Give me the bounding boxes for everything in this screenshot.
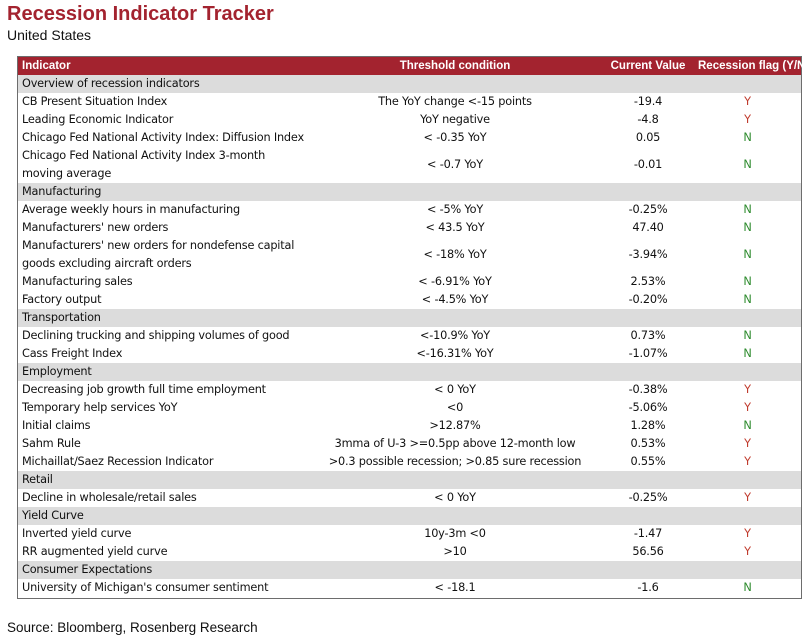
recession-flag-cell: Y [744, 455, 751, 468]
indicator-cell: Manufacturing sales [22, 275, 133, 288]
header-indicator: Indicator [18, 57, 308, 75]
indicator-cell: University of Michigan's consumer sentiment [22, 581, 269, 594]
current-value-cell: 47.40 [632, 221, 664, 234]
header-recession-flag: Recession flag (Y/N) [694, 57, 801, 75]
table-body [18, 75, 801, 597]
indicator-table [18, 57, 810, 597]
recession-flag-cell: N [743, 347, 752, 360]
table-row [18, 147, 801, 183]
indicator-cell: Manufacturers' new orders [22, 221, 169, 234]
threshold-cell: <-10.9% YoY [419, 329, 491, 342]
section-title: Employment [18, 363, 801, 381]
threshold-cell: 10y-3m <0 [424, 527, 486, 540]
page-subtitle: United States [7, 27, 92, 43]
indicator-table-container [17, 56, 810, 599]
indicator-cell: Average weekly hours in manufacturing [22, 203, 240, 216]
section-row [18, 183, 801, 201]
table-row [18, 453, 801, 471]
threshold-cell: >12.87% [429, 419, 481, 432]
recession-flag-cell: Y [744, 527, 751, 540]
threshold-cell: < -0.35 YoY [423, 131, 487, 144]
indicator-cell: Leading Economic Indicator [22, 113, 174, 126]
section-row [18, 507, 801, 525]
indicator-cell: Inverted yield curve [22, 527, 132, 540]
header-current-value: Current Value [602, 57, 694, 75]
recession-flag-cell: N [743, 203, 752, 216]
table-row [18, 237, 801, 273]
table-row [18, 381, 801, 399]
threshold-cell: < -5% YoY [426, 203, 484, 216]
table-header [18, 57, 810, 75]
section-title: Consumer Expectations [18, 561, 801, 579]
recession-flag-cell: Y [744, 383, 751, 396]
recession-flag-cell: N [743, 275, 752, 288]
current-value-cell: 0.53% [630, 437, 666, 450]
threshold-cell: < 0 YoY [434, 491, 476, 504]
indicator-cell: Declining trucking and shipping volumes of good [22, 329, 290, 342]
current-value-cell: -4.8 [637, 113, 659, 126]
section-row [18, 363, 801, 381]
threshold-cell: 3mma of U-3 >=0.5pp above 12-month low [334, 437, 576, 450]
indicator-cell: Initial claims [22, 419, 91, 432]
table-row [18, 435, 801, 453]
recession-flag-cell: Y [744, 491, 751, 504]
threshold-cell: < 0 YoY [434, 383, 476, 396]
table-row [18, 219, 801, 237]
threshold-cell: < -4.5% YoY [421, 293, 489, 306]
current-value-cell: 0.05 [635, 131, 661, 144]
threshold-cell: >10 [443, 545, 467, 558]
table-row [18, 129, 801, 147]
section-row [18, 561, 801, 579]
threshold-cell: < -0.7 YoY [427, 158, 483, 171]
table-row [18, 111, 801, 129]
table-row [18, 543, 801, 561]
table-row [18, 489, 801, 507]
current-value-cell: -0.20% [628, 293, 668, 306]
table-row [18, 327, 801, 345]
current-value-cell: -3.94% [628, 248, 668, 261]
section-title: Yield Curve [18, 507, 801, 525]
section-row [18, 471, 801, 489]
indicator-cell: Decreasing job growth full time employment [22, 383, 266, 396]
indicator-cell: RR augmented yield curve [22, 545, 168, 558]
indicator-cell: Chicago Fed National Activity Index: Diffusion Index [22, 131, 304, 144]
indicator-cell: Cass Freight Index [22, 347, 123, 360]
source-note: Source: Bloomberg, Rosenberg Research [7, 620, 258, 635]
indicator-cell: Sahm Rule [22, 437, 81, 450]
recession-flag-cell: Y [744, 113, 751, 126]
threshold-cell: < -18.1 [434, 581, 476, 594]
threshold-cell: >0.3 possible recession; >0.85 sure recession [328, 455, 582, 468]
current-value-cell: -5.06% [628, 401, 668, 414]
current-value-cell: 1.28% [630, 419, 666, 432]
threshold-cell: < -18% YoY [423, 248, 487, 261]
section-title: Retail [18, 471, 801, 489]
table-row [18, 273, 801, 291]
threshold-cell: < 43.5 YoY [425, 221, 485, 234]
threshold-cell: The YoY change <-15 points [378, 95, 532, 108]
recession-flag-cell: Y [744, 545, 751, 558]
recession-flag-cell: N [743, 419, 752, 432]
section-row [18, 75, 801, 93]
section-title: Transportation [18, 309, 801, 327]
recession-flag-cell: Y [744, 437, 751, 450]
current-value-cell: 56.56 [632, 545, 664, 558]
recession-flag-cell: Y [744, 401, 751, 414]
recession-flag-cell: N [743, 248, 752, 261]
current-value-cell: -0.01 [633, 158, 663, 171]
indicator-cell: CB Present Situation Index [22, 95, 168, 108]
indicator-cell: Michaillat/Saez Recession Indicator [22, 455, 214, 468]
threshold-cell: YoY negative [420, 113, 490, 126]
recession-flag-cell: N [743, 329, 752, 342]
current-value-cell: -0.25% [628, 203, 668, 216]
section-title: Overview of recession indicators [18, 75, 801, 93]
table-row [18, 417, 801, 435]
current-value-cell: -0.25% [628, 491, 668, 504]
threshold-cell: <-16.31% YoY [416, 347, 494, 360]
current-value-cell: 2.53% [630, 275, 666, 288]
recession-flag-cell: N [743, 221, 752, 234]
indicator-cell: Decline in wholesale/retail sales [22, 491, 197, 504]
section-title: Manufacturing [18, 183, 801, 201]
table-row [18, 201, 801, 219]
current-value-cell: -1.6 [637, 581, 659, 594]
current-value-cell: -19.4 [633, 95, 663, 108]
current-value-cell: -1.47 [633, 527, 663, 540]
section-row [18, 309, 801, 327]
threshold-cell: < -6.91% YoY [418, 275, 492, 288]
table-row [18, 399, 801, 417]
table-row [18, 525, 801, 543]
recession-flag-cell: N [743, 131, 752, 144]
current-value-cell: 0.73% [630, 329, 666, 342]
table-row [18, 579, 801, 597]
header-row [18, 57, 801, 75]
table-row [18, 291, 801, 309]
recession-flag-cell: Y [744, 95, 751, 108]
recession-flag-cell: N [743, 581, 752, 594]
table-row [18, 345, 801, 363]
recession-flag-cell: N [743, 158, 752, 171]
current-value-cell: -0.38% [628, 383, 668, 396]
threshold-cell: <0 [446, 401, 464, 414]
current-value-cell: -1.07% [628, 347, 668, 360]
indicator-cell: Manufacturers' new orders for nondefense capital goods excluding aircraft orders [22, 239, 295, 270]
header-threshold: Threshold condition [308, 57, 602, 75]
page-title: Recession Indicator Tracker [7, 3, 274, 25]
recession-flag-cell: N [743, 293, 752, 306]
table-row [18, 93, 801, 111]
indicator-cell: Factory output [22, 293, 102, 306]
current-value-cell: 0.55% [630, 455, 666, 468]
indicator-cell: Temporary help services YoY [22, 401, 178, 414]
indicator-cell: Chicago Fed National Activity Index 3-month moving average [22, 149, 266, 180]
